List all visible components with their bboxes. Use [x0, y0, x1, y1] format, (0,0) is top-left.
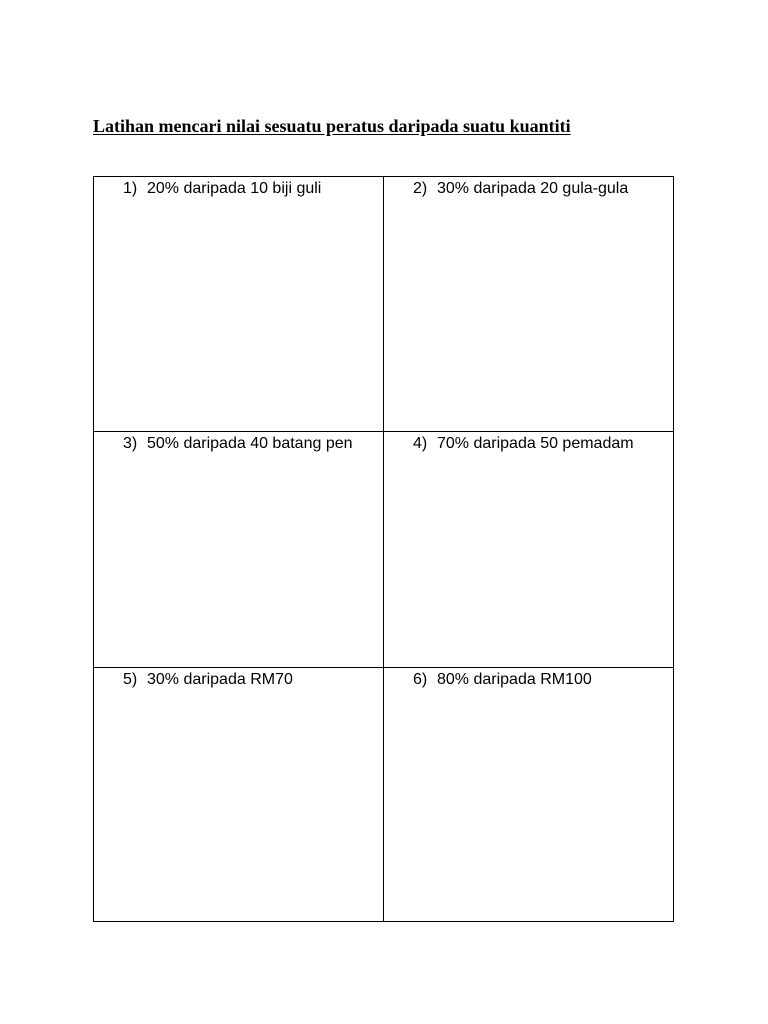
question-number: 5) [123, 671, 138, 688]
question-text: 70% daripada 50 pemadam [437, 435, 634, 452]
question-cell-2 [384, 177, 674, 432]
question-cell-6 [384, 668, 674, 922]
question-cell-5 [94, 668, 384, 922]
question-item [384, 177, 673, 199]
question-cell-1 [94, 177, 384, 432]
question-number: 4) [413, 435, 428, 452]
worksheet-title: Latihan mencari nilai sesuatu peratus daripada suatu kuantiti [93, 116, 571, 136]
question-text: 30% daripada RM70 [147, 671, 293, 688]
grid-row [94, 432, 674, 668]
question-item [94, 177, 383, 199]
question-item [94, 668, 383, 690]
question-cell-4 [384, 432, 674, 668]
grid-row [94, 668, 674, 922]
question-number: 3) [123, 435, 138, 452]
question-item [384, 432, 673, 454]
question-cell-3 [94, 432, 384, 668]
question-text: 30% daripada 20 gula-gula [437, 180, 629, 197]
question-number: 6) [413, 671, 428, 688]
question-number: 2) [413, 180, 428, 197]
question-item [384, 668, 673, 690]
question-text: 20% daripada 10 biji guli [147, 180, 322, 197]
exercise-grid [93, 176, 674, 922]
question-number: 1) [123, 180, 138, 197]
grid-row [94, 177, 674, 432]
question-item [94, 432, 383, 454]
question-text: 80% daripada RM100 [437, 671, 592, 688]
question-text: 50% daripada 40 batang pen [147, 435, 353, 452]
